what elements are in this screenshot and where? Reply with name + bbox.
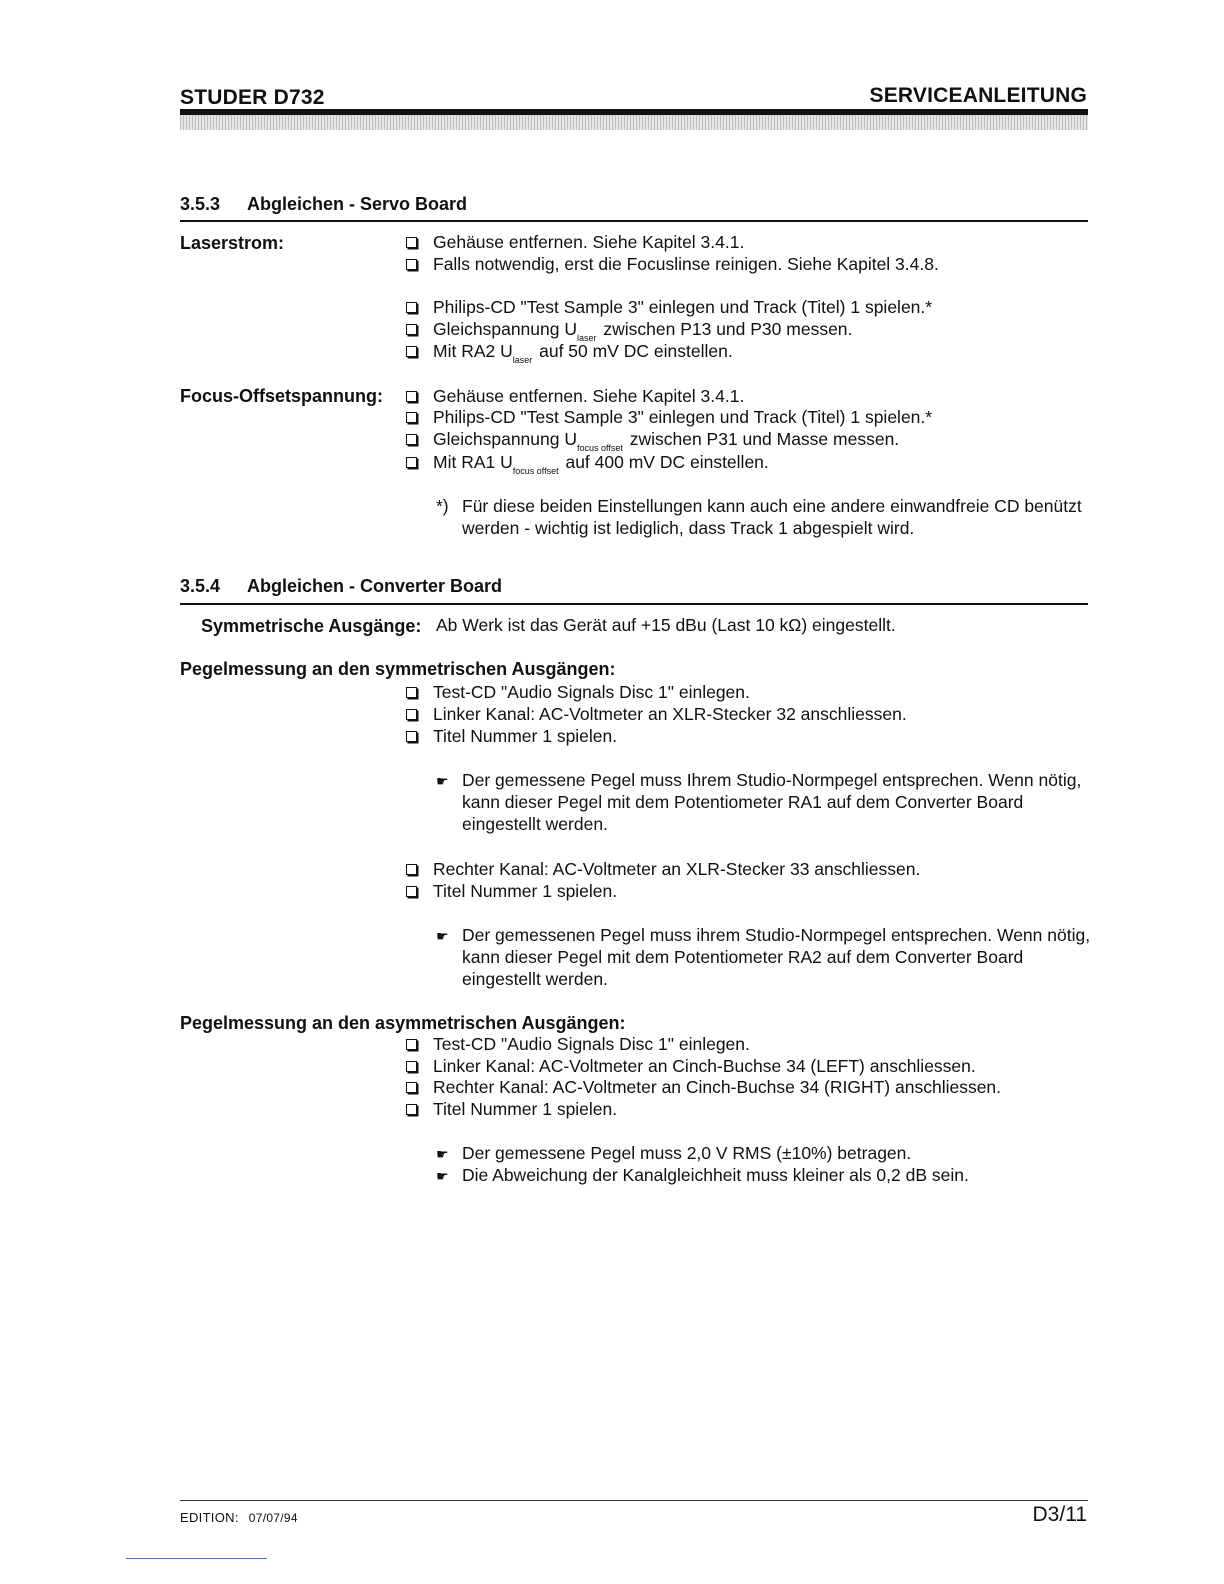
- section-number: 3.5.4: [180, 576, 221, 596]
- bottom-link-line: [126, 1558, 267, 1559]
- header-product: STUDER D732: [180, 86, 325, 109]
- footnote-text: Für diese beiden Einstellungen kann auch eine andere einwandfreie CD benützt werden - wichtig ist lediglich, dass Track 1 abgespielt wird.: [462, 496, 1082, 538]
- note: ☛ Der gemessene Pegel muss 2,0 V RMS (±10%) betragen.: [436, 1143, 912, 1163]
- section-rule: [180, 220, 1088, 222]
- checkbox-icon: [406, 687, 417, 698]
- pointing-hand-icon: ☛: [436, 773, 449, 789]
- checkbox-icon: [406, 709, 417, 720]
- checkbox-icon: [406, 412, 417, 423]
- heading-pegel-asym: Pegelmessung an den asymmetrischen Ausgängen:: [180, 1013, 626, 1033]
- section-number: 3.5.3: [180, 194, 221, 214]
- checkbox-icon: [406, 457, 417, 468]
- checkbox-icon: [406, 1082, 417, 1093]
- checkbox-icon: [406, 346, 417, 357]
- note: ☛ Der gemessenen Pegel muss ihrem Studio-Normpegel entsprechen. Wenn nötig, kann dieser Pegel mit dem Potentiometer RA2 auf dem Converter Board eingestellt werden.: [436, 925, 1091, 989]
- header-stripe: [180, 115, 1088, 130]
- label-focus-offset: Focus-Offsetspannung:: [180, 386, 383, 406]
- note: ☛ Der gemessene Pegel muss Ihrem Studio-Normpegel entsprechen. Wenn nötig, kann dieser Pegel mit dem Potentiometer RA1 auf dem Converter Board eingestellt werden.: [436, 770, 1082, 834]
- pointing-hand-icon: ☛: [436, 928, 449, 944]
- factory-setting-text: Ab Werk ist das Gerät auf +15 dBu (Last 10 kΩ) eingestellt.: [436, 615, 896, 635]
- list-item: Falls notwendig, erst die Focuslinse reinigen. Siehe Kapitel 3.4.8.: [406, 253, 939, 275]
- footer-rule: [180, 1500, 1088, 1501]
- list-item: Rechter Kanal: AC-Voltmeter an Cinch-Buchse 34 (RIGHT) anschliessen.: [406, 1076, 1001, 1098]
- checkbox-icon: [406, 259, 417, 270]
- page-number: D3/11: [1032, 1503, 1087, 1526]
- section-title-text: Abgleichen - Converter Board: [247, 576, 503, 596]
- note: ☛ Die Abweichung der Kanalgleichheit muss kleiner als 0,2 dB sein.: [436, 1165, 969, 1185]
- checkbox-icon: [406, 237, 417, 248]
- checkbox-icon: [406, 391, 417, 402]
- list-item: Philips-CD "Test Sample 3" einlegen und Track (Titel) 1 spielen.*: [406, 296, 932, 318]
- section-title-354: [180, 576, 502, 597]
- label-laserstrom: Laserstrom:: [180, 233, 285, 253]
- list-item: Linker Kanal: AC-Voltmeter an XLR-Stecker 32 anschliessen.: [406, 703, 907, 725]
- footer-edition: [180, 1510, 298, 1525]
- pointing-hand-icon: ☛: [436, 1168, 449, 1184]
- pointing-hand-icon: ☛: [436, 1146, 449, 1162]
- heading-pegel-sym: Pegelmessung an den symmetrischen Ausgängen:: [180, 659, 616, 679]
- list-item: Linker Kanal: AC-Voltmeter an Cinch-Buchse 34 (LEFT) anschliessen.: [406, 1055, 976, 1077]
- list-item: Mit RA1 $U_{focus offset}$ auf 400 mV DC einstellen.: [406, 451, 769, 476]
- section-title-text: Abgleichen - Servo Board: [247, 194, 468, 214]
- label-symmetric-outputs: Symmetrische Ausgänge:: [201, 616, 422, 636]
- footnote: [436, 495, 1096, 539]
- checkbox-icon: [406, 731, 417, 742]
- list-item: Philips-CD "Test Sample 3" einlegen und Track (Titel) 1 spielen.*: [406, 406, 932, 428]
- list-item: Titel Nummer 1 spielen.: [406, 880, 617, 902]
- checkbox-icon: [406, 1039, 417, 1050]
- list-item: Gehäuse entfernen. Siehe Kapitel 3.4.1.: [406, 385, 744, 407]
- list-item: Mit RA2 $U_{laser}$ auf 50 mV DC einstellen.: [406, 340, 733, 365]
- list-item: Gehäuse entfernen. Siehe Kapitel 3.4.1.: [406, 231, 744, 253]
- checkbox-icon: [406, 1104, 417, 1115]
- list-item: Rechter Kanal: AC-Voltmeter an XLR-Stecker 33 anschliessen.: [406, 858, 920, 880]
- header-doc-type: SERVICEANLEITUNG: [869, 84, 1087, 107]
- footnote-mark: *): [436, 496, 449, 516]
- checkbox-icon: [406, 1061, 417, 1072]
- checkbox-icon: [406, 864, 417, 875]
- list-item: Titel Nummer 1 spielen.: [406, 725, 617, 747]
- list-item: Titel Nummer 1 spielen.: [406, 1098, 617, 1120]
- list-item: Gleichspannung $U_{focus offset}$ zwischen P31 und Masse messen.: [406, 428, 899, 453]
- checkbox-icon: [406, 324, 417, 335]
- list-item: Test-CD "Audio Signals Disc 1" einlegen.: [406, 681, 750, 703]
- checkbox-icon: [406, 302, 417, 313]
- checkbox-icon: [406, 886, 417, 897]
- section-rule: [180, 603, 1088, 605]
- list-item: Test-CD "Audio Signals Disc 1" einlegen.: [406, 1033, 750, 1055]
- list-item: Gleichspannung $U_{laser}$ zwischen P13 und P30 messen.: [406, 318, 852, 343]
- checkbox-icon: [406, 434, 417, 445]
- section-title-353: [180, 194, 467, 215]
- edition-label: EDITION:: [180, 1510, 239, 1525]
- edition-date: 07/07/94: [248, 1511, 298, 1525]
